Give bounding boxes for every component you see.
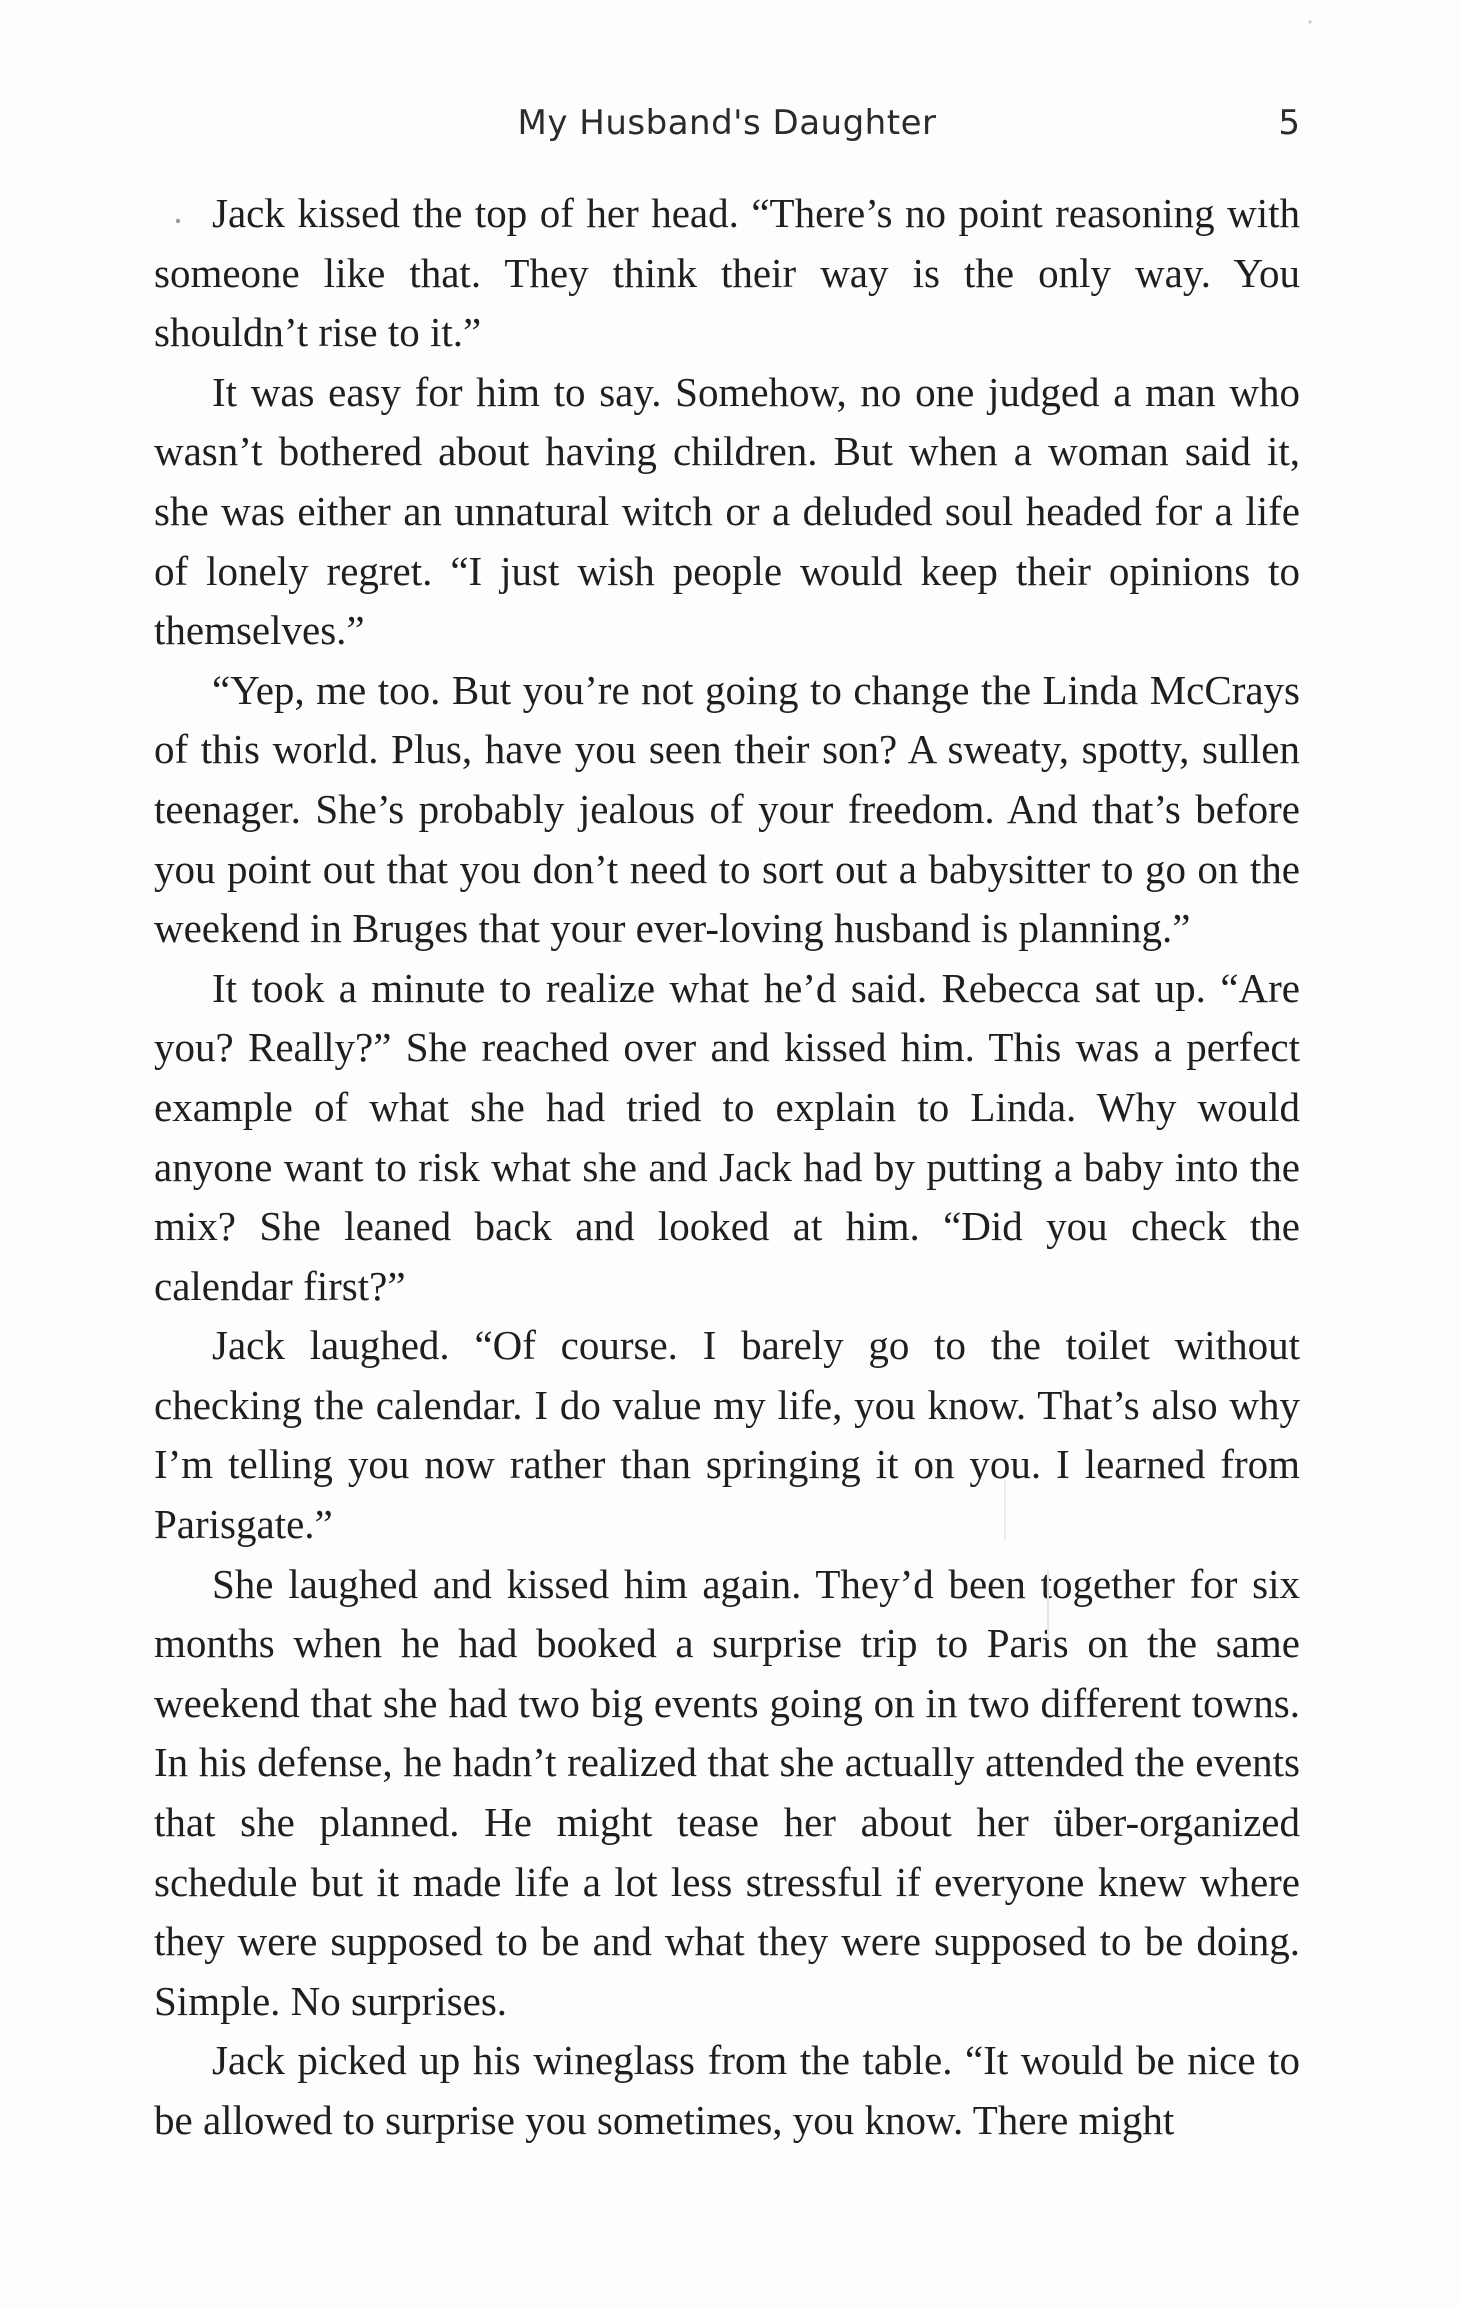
- paragraph-1: Jack kissed the top of her head. “There’s no point reasoning with someone like that. They think their way is the only way. You shouldn’t rise to it.”: [154, 190, 1300, 356]
- paragraph-3: “Yep, me too. But you’re not going to change the Linda McCrays of this world. Plus, have you seen their son? A sweaty, spotty, sullen teenager. She’s probably jealous of your freedom. And that’s before you point out that you don’t need to sort out a babysitter to go on the weekend in Bruges that your ever-loving husband is planning.”: [154, 666, 1300, 952]
- paragraph-6: She laughed and kissed him again. They’d been together for six months when he had booked a surprise trip to Paris on the same weekend that she had two big events going on in two different towns. In his defense, he hadn’t realized that she actually attended the events that she planned. He might tease her about her über-organized schedule but it made life a lot less stressful if everyone knew where they were supposed to be and what they were supposed to be doing. Simple. No surprises.: [154, 1560, 1300, 2024]
- paragraph-5: Jack laughed. “Of course. I barely go to the toilet without checking the calendar. I do value my life, you know. That’s also why I’m telling you now rather than springing it on you. I learned from Parisgate.”: [154, 1322, 1300, 1548]
- scan-speck: [1308, 20, 1311, 23]
- body-text: [154, 184, 1300, 2151]
- page-number: 5: [1278, 103, 1300, 143]
- paragraph-4: It took a minute to realize what he’d said. Rebecca sat up. “Are you? Really?” She reached over and kissed him. This was a perfect example of what she had tried to explain to Linda. Why would anyone want to risk what she and Jack had by putting a baby into the mix? She leaned back and looked at him. “Did you check the calendar first?”: [154, 964, 1300, 1309]
- page-header: [154, 103, 1300, 153]
- paragraph-7: Jack picked up his wineglass from the table. “It would be nice to be allowed to surprise you sometimes, you know. There might: [154, 2037, 1300, 2143]
- paragraph-2: It was easy for him to say. Somehow, no one judged a man who wasn’t bothered about having children. But when a woman said it, she was either an unnatural witch or a deluded soul headed for a life of lonely regret. “I just wish people would keep their opinions to themselves.”: [154, 368, 1300, 654]
- running-title: My Husband's Daughter: [517, 103, 937, 143]
